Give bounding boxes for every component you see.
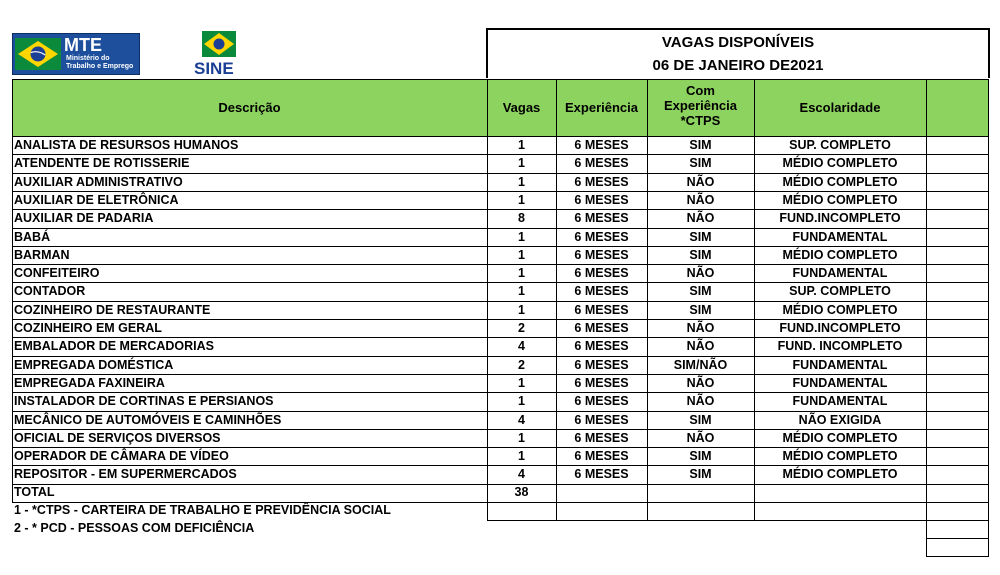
cell-ctps: SIM [689,302,712,317]
column-header-escolaridade: Escolaridade [799,100,881,115]
cell-experiencia: 6 MESES [574,430,629,445]
cell-ctps: SIM [689,449,712,464]
cell-escolaridade: MÉDIO COMPLETO [782,449,898,464]
cell-vagas: 1 [518,430,525,445]
row-divider [12,173,989,174]
cell-vagas: 1 [518,302,525,317]
brazil-flag-icon [15,38,61,70]
cell-experiencia: 6 MESES [574,174,629,189]
column-divider [988,80,989,556]
column-header-descricao: Descrição [218,100,281,115]
cell-vagas: 1 [518,284,525,299]
cell-ctps: NÃO [686,211,715,226]
cell-ctps: SIM [689,412,712,427]
cell-ctps: NÃO [686,192,715,207]
cell-ctps: SIM [689,467,712,482]
row-divider [12,429,989,430]
cell-escolaridade: MÉDIO COMPLETO [782,156,898,171]
cell-ctps: NÃO [686,174,715,189]
sine-logo-text: SINE [194,59,234,78]
row-divider [12,356,989,357]
cell-experiencia: 6 MESES [574,247,629,262]
row-divider [12,264,989,265]
cell-experiencia: 6 MESES [574,156,629,171]
header-top-line [12,79,989,80]
row-divider [12,209,989,210]
cell-experiencia: 6 MESES [574,357,629,372]
cell-experiencia: 6 MESES [574,412,629,427]
cell-descricao: BABÁ [14,229,51,244]
column-header-experiencia: Experiência [565,100,638,115]
cell-ctps: SIM [689,156,712,171]
cell-experiencia: 6 MESES [574,284,629,299]
cell-descricao: AUXILIAR DE ELETRÔNICA [14,192,179,207]
mte-logo-sub1: Ministério do [66,55,110,62]
row-divider [12,191,989,192]
cell-vagas: 1 [518,375,525,390]
row-divider [12,301,989,302]
total-value: 38 [514,485,529,499]
row-divider [12,465,989,466]
cell-escolaridade: FUNDAMENTAL [792,229,888,244]
cell-ctps: SIM [689,229,712,244]
row-divider [12,392,989,393]
cell-experiencia: 6 MESES [574,321,629,335]
cell-vagas: 1 [518,156,525,171]
cell-escolaridade: FUNDAMENTAL [792,394,888,409]
cell-vagas: 1 [518,394,525,409]
column-divider [12,80,13,503]
cell-vagas: 2 [518,357,525,372]
cell-descricao: ATENDENTE DE ROTISSERIE [14,156,190,171]
cell-descricao: CONTADOR [14,284,86,299]
cell-experiencia: 6 MESES [574,138,629,152]
cell-descricao: INSTALADOR DE CORTINAS E PERSIANOS [14,394,274,409]
mte-logo-sub2: Trabalho e Emprego [66,63,134,70]
cell-descricao: EMBALADOR DE MERCADORIAS [14,339,214,354]
cell-descricao: REPOSITOR - EM SUPERMERCADOS [14,467,237,482]
cell-escolaridade: FUND. INCOMPLETO [777,339,903,354]
cell-escolaridade: MÉDIO COMPLETO [782,302,898,317]
cell-ctps: NÃO [686,266,715,281]
row-divider [12,282,989,283]
cell-vagas: 1 [518,247,525,262]
row-divider [12,246,989,247]
cell-escolaridade: SUP. COMPLETO [789,284,891,299]
total-label: TOTAL [14,485,55,499]
column-divider [754,80,755,520]
row-divider [12,337,989,338]
cell-descricao: EMPREGADA DOMÉSTICA [14,357,174,372]
cell-escolaridade: FUNDAMENTAL [792,375,888,390]
cell-vagas: 1 [518,174,525,189]
cell-vagas: 4 [518,339,525,354]
column-header-vagas: Vagas [502,100,541,115]
cell-vagas: 1 [518,449,525,464]
cell-vagas: 1 [518,229,525,244]
ctps-header-line3: *CTPS [680,113,721,128]
column-divider [647,80,648,520]
ctps-header-line2: Experiência [664,98,737,113]
page-title: VAGAS DISPONÍVEIS [661,34,815,51]
cell-ctps: SIM [689,284,712,299]
cell-vagas: 1 [518,266,525,281]
cell-experiencia: 6 MESES [574,229,629,244]
row-divider [12,447,989,448]
cell-escolaridade: MÉDIO COMPLETO [782,430,898,445]
mte-logo-text: MTE [64,35,102,55]
cell-experiencia: 6 MESES [574,211,629,226]
cell-vagas: 8 [518,211,525,226]
cell-vagas: 4 [518,467,525,482]
cell-descricao: OFICIAL DE SERVIÇOS DIVERSOS [14,430,221,445]
cell-escolaridade: FUNDAMENTAL [792,266,888,281]
cell-experiencia: 6 MESES [574,192,629,207]
row-divider [12,228,989,229]
cell-experiencia: 6 MESES [574,266,629,281]
cell-escolaridade: FUND.INCOMPLETO [779,321,901,335]
cell-ctps: SIM [689,247,712,262]
cell-ctps: NÃO [686,375,715,390]
brazil-flag-icon [202,31,236,57]
cell-experiencia: 6 MESES [574,394,629,409]
cell-escolaridade: MÉDIO COMPLETO [782,247,898,262]
cell-ctps: NÃO [686,321,715,335]
row-divider [926,538,989,539]
cell-descricao: EMPREGADA FAXINEIRA [14,375,165,390]
cell-descricao: CONFEITEIRO [14,266,100,281]
cell-descricao: OPERADOR DE CÂMARA DE VÍDEO [14,449,229,464]
cell-ctps: NÃO [686,339,715,354]
footnote-ctps: 1 - *CTPS - CARTEIRA DE TRABALHO E PREVIDÊNCIA SOCIAL [14,503,391,517]
row-divider [12,136,989,137]
cell-descricao: BARMAN [14,247,70,262]
cell-ctps: SIM/NÃO [673,357,728,372]
cell-experiencia: 6 MESES [574,449,629,464]
cell-experiencia: 6 MESES [574,375,629,390]
row-divider [12,411,989,412]
cell-escolaridade: NÃO EXIGIDA [798,412,882,427]
column-divider [487,80,488,520]
cell-escolaridade: FUNDAMENTAL [792,357,888,372]
row-divider [12,319,989,320]
cell-vagas: 4 [518,412,525,427]
cell-experiencia: 6 MESES [574,467,629,482]
page-date: 06 DE JANEIRO DE2021 [652,57,824,74]
cell-escolaridade: MÉDIO COMPLETO [782,467,898,482]
title-right-border [988,28,990,78]
cell-vagas: 2 [518,321,525,335]
sine-logo [192,29,244,79]
cell-escolaridade: SUP. COMPLETO [789,138,891,152]
cell-descricao: COZINHEIRO EM GERAL [14,321,162,335]
column-divider [556,80,557,520]
row-divider [487,520,989,521]
cell-escolaridade: MÉDIO COMPLETO [782,192,898,207]
row-divider [926,556,989,557]
cell-ctps: NÃO [686,394,715,409]
cell-ctps: SIM [689,138,712,152]
cell-experiencia: 6 MESES [574,339,629,354]
cell-descricao: MECÂNICO DE AUTOMÓVEIS E CAMINHÕES [14,412,282,427]
mte-logo [12,33,140,75]
cell-descricao: AUXILIAR ADMINISTRATIVO [14,174,183,189]
title-top-border [486,28,990,30]
cell-ctps: NÃO [686,430,715,445]
column-divider [926,80,927,556]
cell-experiencia: 6 MESES [574,302,629,317]
cell-escolaridade: FUND.INCOMPLETO [779,211,901,226]
cell-descricao: COZINHEIRO DE RESTAURANTE [14,302,211,317]
column-header-ctps [647,80,754,136]
cell-descricao: AUXILIAR DE PADARIA [14,211,154,226]
row-divider [12,154,989,155]
cell-descricao: ANALISTA DE RESURSOS HUMANOS [14,138,239,152]
ctps-header-line1: Com [686,83,715,98]
row-divider [12,374,989,375]
cell-vagas: 1 [518,138,525,152]
cell-escolaridade: MÉDIO COMPLETO [782,174,898,189]
cell-vagas: 1 [518,192,525,207]
footnote-pcd: 2 - * PCD - PESSOAS COM DEFICIÊNCIA [14,521,255,535]
